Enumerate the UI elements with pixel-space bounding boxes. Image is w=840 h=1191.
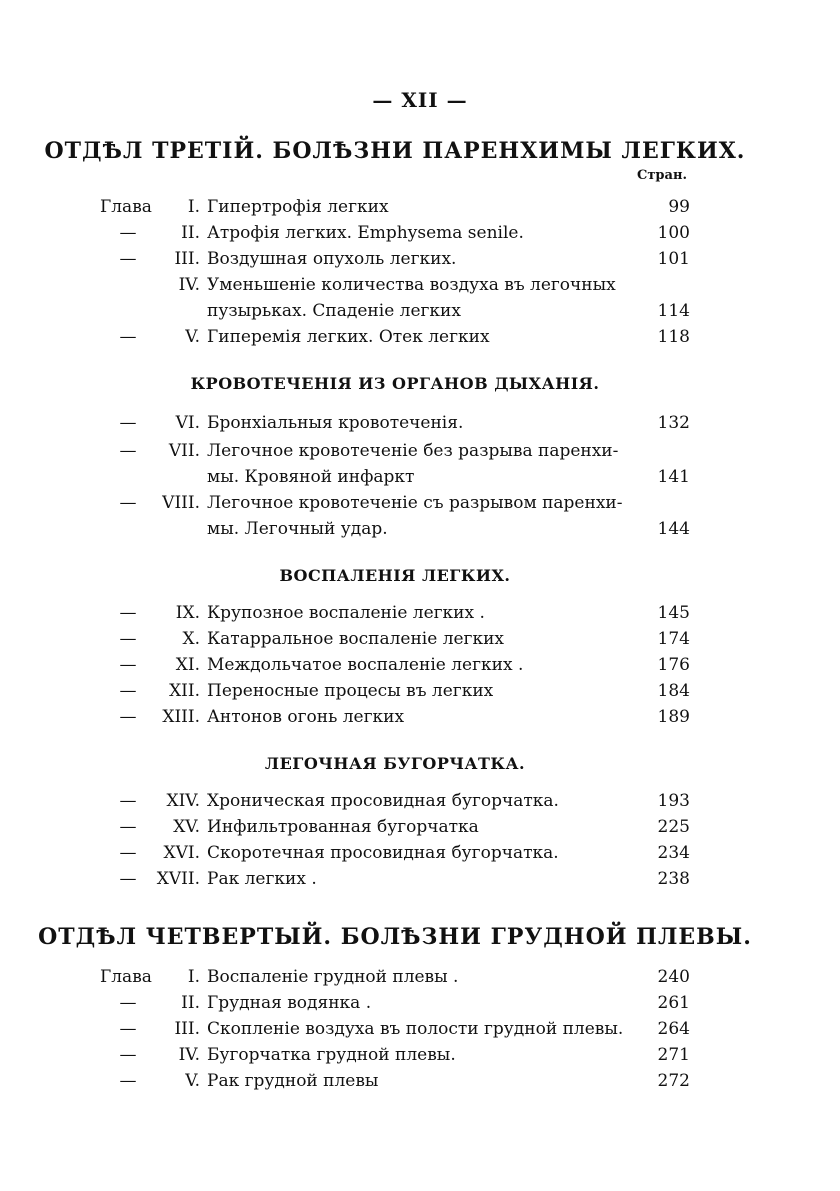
toc-row <box>0 1068 840 1094</box>
subsection-heading: ВОСПАЛЕНІЯ ЛЕГКИХ. <box>279 566 511 585</box>
ditto-dash: — <box>119 843 137 863</box>
page-ref: 114 <box>657 301 690 321</box>
chapter-title-continuation: мы. Кровяной инфаркт <box>207 467 415 487</box>
toc-row <box>0 626 840 652</box>
toc-row <box>0 220 840 246</box>
chapter-number: II. <box>181 993 200 1013</box>
chapter-title: Воспаленіе грудной плевы . <box>207 967 459 987</box>
subsection-heading: КРОВОТЕЧЕНІЯ ИЗ ОРГАНОВ ДЫХАНІЯ. <box>190 374 600 393</box>
chapter-title: Скопленіе воздуха въ полости грудной плевы. <box>207 1019 624 1039</box>
section-4-title: ОТДѢЛ ЧЕТВЕРТЫЙ. БОЛѢЗНИ ГРУДНОЙ ПЛЕВЫ. <box>38 924 752 950</box>
chapter-number: XVII. <box>156 869 200 889</box>
ditto-dash: — <box>119 655 137 675</box>
chapter-number: V. <box>185 1071 200 1091</box>
chapter-number: IX. <box>175 603 200 623</box>
chapter-number: X. <box>182 629 200 649</box>
ditto-dash: — <box>119 249 137 269</box>
ditto-dash: — <box>119 1019 137 1039</box>
toc-row <box>0 438 840 464</box>
chapter-number: VIII. <box>162 493 200 513</box>
chapter-number: II. <box>181 223 200 243</box>
toc-row <box>0 272 840 298</box>
ditto-dash: — <box>119 603 137 623</box>
chapter-title: Катарральное воспаленіе легких <box>207 629 505 649</box>
page-ref: 176 <box>657 655 690 675</box>
toc-row <box>0 490 840 516</box>
toc-row <box>0 600 840 626</box>
chapter-title: Грудная водянка . <box>207 993 372 1013</box>
chapter-title: Бугорчатка грудной плевы. <box>207 1045 456 1065</box>
page-ref: 193 <box>657 791 690 811</box>
chapter-title-continuation: мы. Легочный удар. <box>207 519 388 539</box>
toc-row <box>0 652 840 678</box>
ditto-dash: — <box>119 817 137 837</box>
page-ref: 144 <box>657 519 690 539</box>
chapter-title: Антонов огонь легких <box>207 707 405 727</box>
chapter-title: Воздушная опухоль легких. <box>207 249 457 269</box>
chapter-number: III. <box>174 1019 200 1039</box>
page-ref: 132 <box>657 413 690 433</box>
page-column-label: Стран. <box>637 168 687 183</box>
page-ref: 184 <box>657 681 690 701</box>
toc-row <box>0 1016 840 1042</box>
chapter-number: XVI. <box>163 843 200 863</box>
chapter-title: Инфильтрованная бугорчатка <box>207 817 479 837</box>
chapter-label: Глава <box>100 197 152 217</box>
chapter-number: VI. <box>175 413 200 433</box>
ditto-dash: — <box>119 629 137 649</box>
page-ref: 174 <box>657 629 690 649</box>
chapter-number: V. <box>185 327 200 347</box>
chapter-title: Атрофія легких. Emphysema senile. <box>207 223 524 243</box>
chapter-title: Бронхіальныя кровотеченія. <box>207 413 464 433</box>
toc-row <box>0 840 840 866</box>
toc-row-continuation <box>0 516 840 542</box>
chapter-title: Крупозное воспаленіе легких . <box>207 603 485 623</box>
chapter-number: III. <box>174 249 200 269</box>
toc-row-continuation <box>0 298 840 324</box>
page-ref: 118 <box>657 327 690 347</box>
toc-row <box>0 788 840 814</box>
page-ref: 264 <box>657 1019 690 1039</box>
chapter-title: Гипертрофія легких <box>207 197 389 217</box>
chapter-number: XIII. <box>162 707 200 727</box>
ditto-dash: — <box>119 993 137 1013</box>
toc-row <box>0 1042 840 1068</box>
chapter-number: I. <box>187 197 200 217</box>
chapter-number: XV. <box>173 817 200 837</box>
toc-row-continuation <box>0 464 840 490</box>
ditto-dash: — <box>119 869 137 889</box>
page-ref: 261 <box>657 993 690 1013</box>
ditto-dash: — <box>119 707 137 727</box>
page-ref: 145 <box>657 603 690 623</box>
chapter-number: I. <box>187 967 200 987</box>
toc-row <box>0 194 840 220</box>
toc-row <box>0 964 840 990</box>
chapter-title: Хроническая просовидная бугорчатка. <box>207 791 559 811</box>
chapter-number: XIV. <box>166 791 200 811</box>
toc-row <box>0 324 840 350</box>
page-number: — XII — <box>372 88 468 112</box>
toc-row <box>0 866 840 892</box>
toc-row <box>0 814 840 840</box>
subsection-heading: ЛЕГОЧНАЯ БУГОРЧАТКА. <box>264 754 526 773</box>
chapter-title: Рак грудной плевы <box>207 1071 379 1091</box>
toc-row <box>0 990 840 1016</box>
toc-row <box>0 246 840 272</box>
ditto-dash: — <box>119 1045 137 1065</box>
chapter-title: Скоротечная просовидная бугорчатка. <box>207 843 559 863</box>
section-3-title: ОТДѢЛ ТРЕТІЙ. БОЛѢЗНИ ПАРЕНХИМЫ ЛЕГКИХ. <box>44 138 746 164</box>
chapter-number: IV. <box>178 1045 200 1065</box>
chapter-title: Рак легких . <box>207 869 317 889</box>
ditto-dash: — <box>119 327 137 347</box>
ditto-dash: — <box>119 413 137 433</box>
chapter-number: XI. <box>175 655 200 675</box>
ditto-dash: — <box>119 1071 137 1091</box>
chapter-title: Междольчатое воспаленіе легких . <box>207 655 524 675</box>
page-ref: 234 <box>657 843 690 863</box>
page-ref: 141 <box>657 467 690 487</box>
ditto-dash: — <box>119 791 137 811</box>
page-ref: 238 <box>657 869 690 889</box>
ditto-dash: — <box>119 441 137 461</box>
chapter-label: Глава <box>100 967 152 987</box>
chapter-title: Гиперемія легких. Отек легких <box>207 327 490 347</box>
chapter-number: VII. <box>168 441 200 461</box>
chapter-title-continuation: пузырьках. Спаденіе легких <box>207 301 461 321</box>
chapter-title: Уменьшеніе количества воздуха въ легочных <box>207 275 616 295</box>
page-ref: 189 <box>657 707 690 727</box>
ditto-dash: — <box>119 223 137 243</box>
chapter-number: XII. <box>169 681 200 701</box>
chapter-title: Легочное кровотеченіе съ разрывом паренхи- <box>207 493 623 513</box>
chapter-title: Переносные процесы въ легких <box>207 681 494 701</box>
toc-row <box>0 704 840 730</box>
toc-row <box>0 678 840 704</box>
page-ref: 99 <box>668 197 690 217</box>
page-ref: 271 <box>657 1045 690 1065</box>
chapter-title: Легочное кровотеченіе без разрыва паренхи- <box>207 441 619 461</box>
chapter-number: IV. <box>178 275 200 295</box>
toc-row <box>0 410 840 436</box>
page-ref: 101 <box>657 249 690 269</box>
page-ref: 100 <box>657 223 690 243</box>
ditto-dash: — <box>119 681 137 701</box>
page-ref: 240 <box>657 967 690 987</box>
page-ref: 272 <box>657 1071 690 1091</box>
ditto-dash: — <box>119 493 137 513</box>
page-ref: 225 <box>657 817 690 837</box>
